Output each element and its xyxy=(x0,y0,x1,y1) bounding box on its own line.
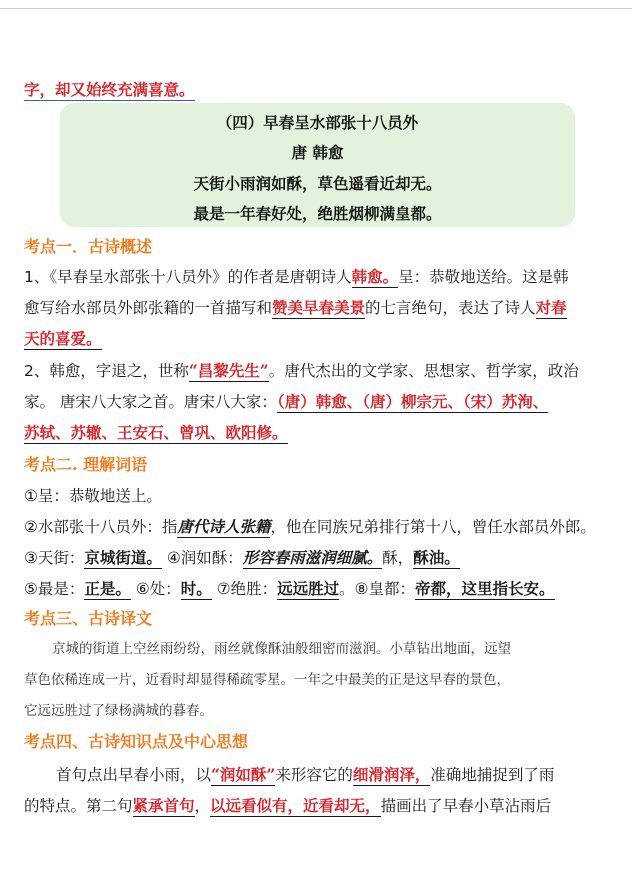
poem-title: （四）早春呈水部张十八员外 xyxy=(216,113,419,132)
poem-line-1: 天街小雨润如酥，草色遥看近却无。 xyxy=(193,174,442,193)
word-3 xyxy=(24,546,460,568)
sec4-line1 xyxy=(56,763,554,785)
text: ⑤最是： xyxy=(24,580,85,598)
text: 准确地捕捉到了雨 xyxy=(430,766,555,784)
text: ⑥处： xyxy=(135,580,181,598)
text: 酥， xyxy=(382,549,414,567)
sec1-para1-line3 xyxy=(24,327,102,349)
highlight: “昌黎先生” xyxy=(188,361,269,380)
highlight: 苏轼、苏辙、王安石、曾巩、欧阳修。 xyxy=(24,423,288,442)
continued-text: 字，却又始终充满喜意。 xyxy=(24,80,195,99)
section2-heading: 考点二. 理解词语 xyxy=(24,455,148,474)
word-2 xyxy=(24,515,596,537)
translation-line-1: 京城的街道上空丝雨纷纷，雨丝就像酥油般细密而滋润。小草钻出地面，远望 xyxy=(52,641,511,657)
text: 2、韩愈，字退之，世称 xyxy=(24,362,189,380)
sec1-para2-line1 xyxy=(24,359,579,381)
sec1-para2-line3 xyxy=(24,421,288,443)
poem-box xyxy=(60,103,575,227)
top-edge-bar xyxy=(0,0,632,9)
section3-heading: 考点三、古诗译文 xyxy=(24,609,153,628)
highlight: 紧承首句 xyxy=(132,796,195,815)
continued-line xyxy=(24,78,195,100)
text: ，他在同族兄弟排行第十八，曾任水部员外郎。 xyxy=(270,518,596,536)
text: 首句点出早春小雨，以 xyxy=(56,766,212,784)
highlight: 以远看似有，近看却无， xyxy=(210,796,381,815)
emphasis: 时。 xyxy=(180,579,212,598)
highlight: （唐）韩愈、（唐）柳宗元、（宋）苏洵、 xyxy=(276,392,549,411)
text: 。⑧皇都： xyxy=(339,580,416,598)
sec1-para1-line2 xyxy=(24,296,567,318)
section4-heading: 考点四、古诗知识点及中心思想 xyxy=(24,732,249,751)
translation-line-2: 草色依稀连成一片，近看时却显得稀疏零星。一年之中最美的正是这早春的景色， xyxy=(24,672,510,688)
emphasis: 帝都，这里指长安。 xyxy=(415,579,555,598)
emphasis: 正是。 xyxy=(84,579,131,598)
sec4-line2 xyxy=(24,794,551,816)
emphasis: 酥油。 xyxy=(413,548,460,567)
poem-author: 唐 韩愈 xyxy=(291,143,344,162)
highlight: 细滑润泽， xyxy=(352,765,431,784)
poem-line-2: 最是一年春好处，绝胜烟柳满皇都。 xyxy=(193,204,442,223)
highlight: 对春 xyxy=(535,298,567,317)
text: 。唐代杰出的文学家、思想家、哲学家，政治 xyxy=(268,362,579,380)
highlight: 天的喜爱。 xyxy=(24,329,102,348)
text: 1、《早春呈水部张十八员外》的作者是唐朝诗人 xyxy=(24,268,352,286)
emphasis: 形容春雨滋润细腻。 xyxy=(242,548,383,567)
text: 家。 唐宋八大家之首。唐宋八大家： xyxy=(24,393,277,411)
sec1-para1-line1 xyxy=(24,265,569,287)
text: 描画出了早春小草沾雨后 xyxy=(380,797,552,815)
highlight: “润如酥” xyxy=(211,765,276,784)
word-1: ①呈：恭敬地送上。 xyxy=(24,487,162,505)
text: 的七言绝句，表达了诗人 xyxy=(365,299,536,317)
emphasis: 京城街道。 xyxy=(84,548,162,567)
highlight: 韩愈。 xyxy=(351,267,399,286)
text: ②水部张十八员外：指 xyxy=(24,518,178,536)
word-4 xyxy=(24,577,555,599)
text: ⑦绝胜： xyxy=(216,580,278,598)
text: 呈：恭敬地送给。这是韩 xyxy=(398,268,569,286)
text: 愈写给水部员外郎张籍的一首描写和 xyxy=(24,299,273,317)
section1-heading: 考点一．古诗概述 xyxy=(24,237,153,256)
text: ， xyxy=(194,797,211,815)
translation-line-3: 它远远胜过了绿杨满城的暮春。 xyxy=(24,703,213,719)
text: ③天街： xyxy=(24,549,85,567)
text: 来形容它的 xyxy=(275,766,353,784)
highlight: 赞美早春美景 xyxy=(272,298,366,317)
text: 的特点。第二句 xyxy=(24,797,133,815)
emphasis: 远远胜过 xyxy=(277,579,340,598)
sec1-para2-line2 xyxy=(24,390,548,412)
text: ④润如酥： xyxy=(166,549,243,567)
emphasis: 唐代诗人张籍 xyxy=(177,517,271,536)
